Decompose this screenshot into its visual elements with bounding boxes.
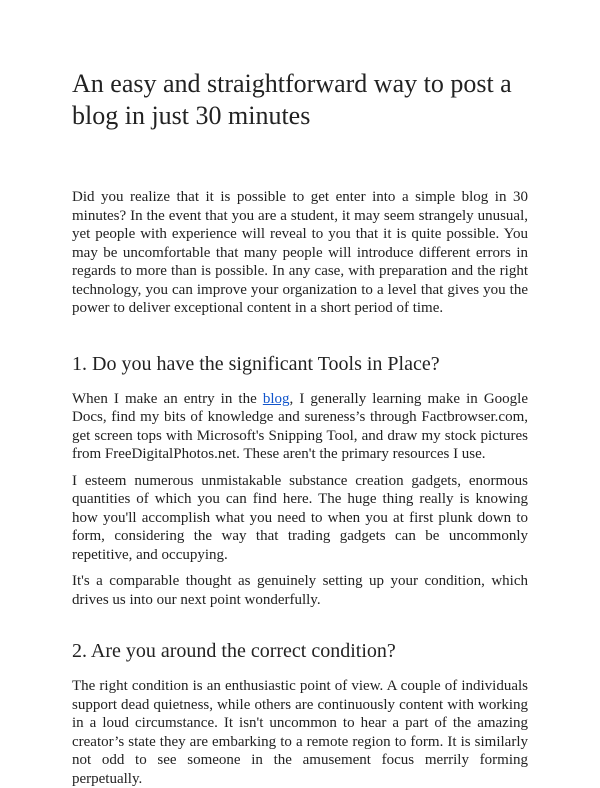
- section-1-paragraph-3: It's a comparable thought as genuinely setting up your condition, which drives us into our next point wonderfully.: [72, 573, 528, 608]
- section-1-paragraph-1: [72, 390, 528, 464]
- section-1-text-before-link: When I make an entry in the: [72, 390, 263, 407]
- section-1-heading: 1. Do you have the significant Tools in Place?: [72, 352, 440, 375]
- section-1-paragraph-2: I esteem numerous unmistakable substance creation gadgets, enormous quantities of which you can find here. The huge thing really is knowing how you'll accomplish what you need to when you at first plunk down to form, considering the way that trading gadgets can be uncommonly repetitive, and occupying.: [72, 472, 528, 563]
- intro-paragraph: Did you realize that it is possible to get enter into a simple blog in 30 minutes? In the event that you are a student, it may seem strangely unusual, yet people with experience will reveal to you that it is quite possible. You may be uncomfortable that many people will introduce different errors in regards to more than is possible. In any case, with preparation and the right technology, you can improve your organization to a level that gives you the power to deliver exceptional content in a short period of time.: [72, 189, 528, 316]
- section-2-heading: 2. Are you around the correct condition?: [72, 640, 396, 662]
- page-title: An easy and straightforward way to post a blog in just 30 minutes: [72, 69, 512, 130]
- section-2-paragraph-1: The right condition is an enthusiastic point of view. A couple of individuals support dead quietness, while others are continuously content with working in a loud circumstance. It isn't uncommon to hear a part of the amazing creator’s state they are embarking to a remote region to form. It is similarly not odd to see someone in the amusement focus merrily forming perpetually.: [72, 678, 528, 787]
- section-1-text-after-link: , I generally learning make in Google Docs, find my bits of knowledge and sureness’s through Factbrowser.com, get screen tops with Microsoft's Snipping Tool, and draw my stock pictures from FreeDigitalPhotos.net. These aren't the primary resources I use.: [72, 390, 528, 462]
- blog-link[interactable]: blog: [262, 390, 290, 407]
